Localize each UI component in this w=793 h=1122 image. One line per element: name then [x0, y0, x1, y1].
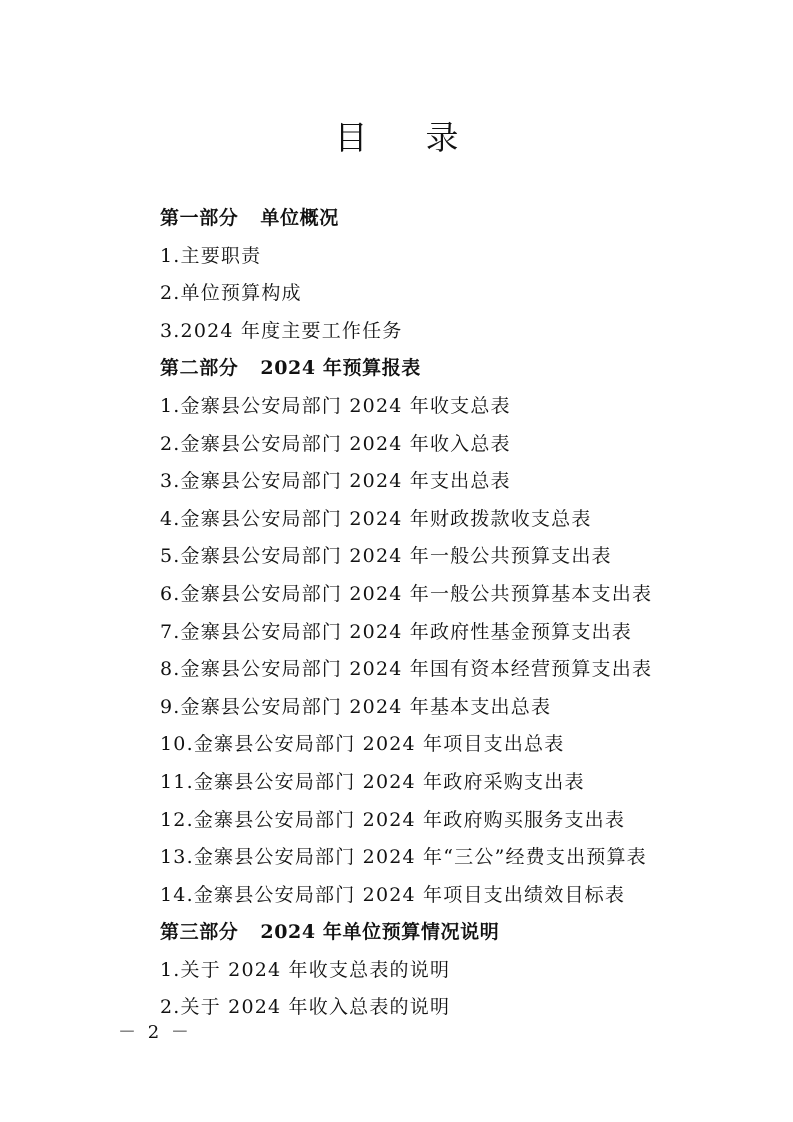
page-title	[0, 118, 793, 158]
toc-section-number: 第二部分	[160, 357, 239, 380]
toc-section-label: 2024 年预算报表	[260, 357, 421, 380]
toc-section-label: 单位概况	[260, 207, 339, 229]
toc-item: 2.单位预算构成	[160, 282, 302, 305]
toc-section-number: 第三部分	[160, 921, 239, 944]
toc-item: 5.金寨县公安局部门 2024 年一般公共预算支出表	[160, 545, 612, 568]
toc-item: 2.关于 2024 年收入总表的说明	[160, 996, 451, 1019]
toc-item: 3.金寨县公安局部门 2024 年支出总表	[160, 470, 511, 493]
toc-item: 1.金寨县公安局部门 2024 年收支总表	[160, 394, 511, 417]
page-title-char-2: 录	[425, 118, 459, 157]
toc-item: 11.金寨县公安局部门 2024 年政府采购支出表	[160, 770, 585, 793]
toc-item: 8.金寨县公安局部门 2024 年国有资本经营预算支出表	[160, 658, 653, 681]
toc-item: 9.金寨县公安局部门 2024 年基本支出总表	[160, 695, 552, 718]
toc-item: 4.金寨县公安局部门 2024 年财政拨款收支总表	[160, 507, 592, 530]
toc-item: 3.2024 年度主要工作任务	[160, 319, 403, 342]
toc-item: 10.金寨县公安局部门 2024 年项目支出总表	[160, 733, 565, 756]
table-of-contents	[160, 200, 720, 1027]
toc-item: 13.金寨县公安局部门 2024 年“三公”经费支出预算表	[160, 846, 647, 869]
toc-section-heading	[160, 914, 720, 952]
toc-section-heading	[160, 350, 720, 388]
toc-section-heading	[160, 200, 720, 238]
page-number: － 2 －	[118, 1022, 192, 1043]
toc-section-number: 第一部分	[160, 207, 239, 229]
toc-item: 1.关于 2024 年收支总表的说明	[160, 958, 451, 981]
toc-item: 6.金寨县公安局部门 2024 年一般公共预算基本支出表	[160, 582, 653, 605]
toc-section-label: 2024 年单位预算情况说明	[260, 921, 500, 944]
toc-item: 14.金寨县公安局部门 2024 年项目支出绩效目标表	[160, 883, 626, 906]
toc-item: 2.金寨县公安局部门 2024 年收入总表	[160, 432, 511, 455]
toc-item: 12.金寨县公安局部门 2024 年政府购买服务支出表	[160, 808, 626, 831]
toc-item: 7.金寨县公安局部门 2024 年政府性基金预算支出表	[160, 620, 632, 643]
page-title-char-1: 目	[334, 118, 368, 157]
toc-item: 1.主要职责	[160, 244, 262, 267]
